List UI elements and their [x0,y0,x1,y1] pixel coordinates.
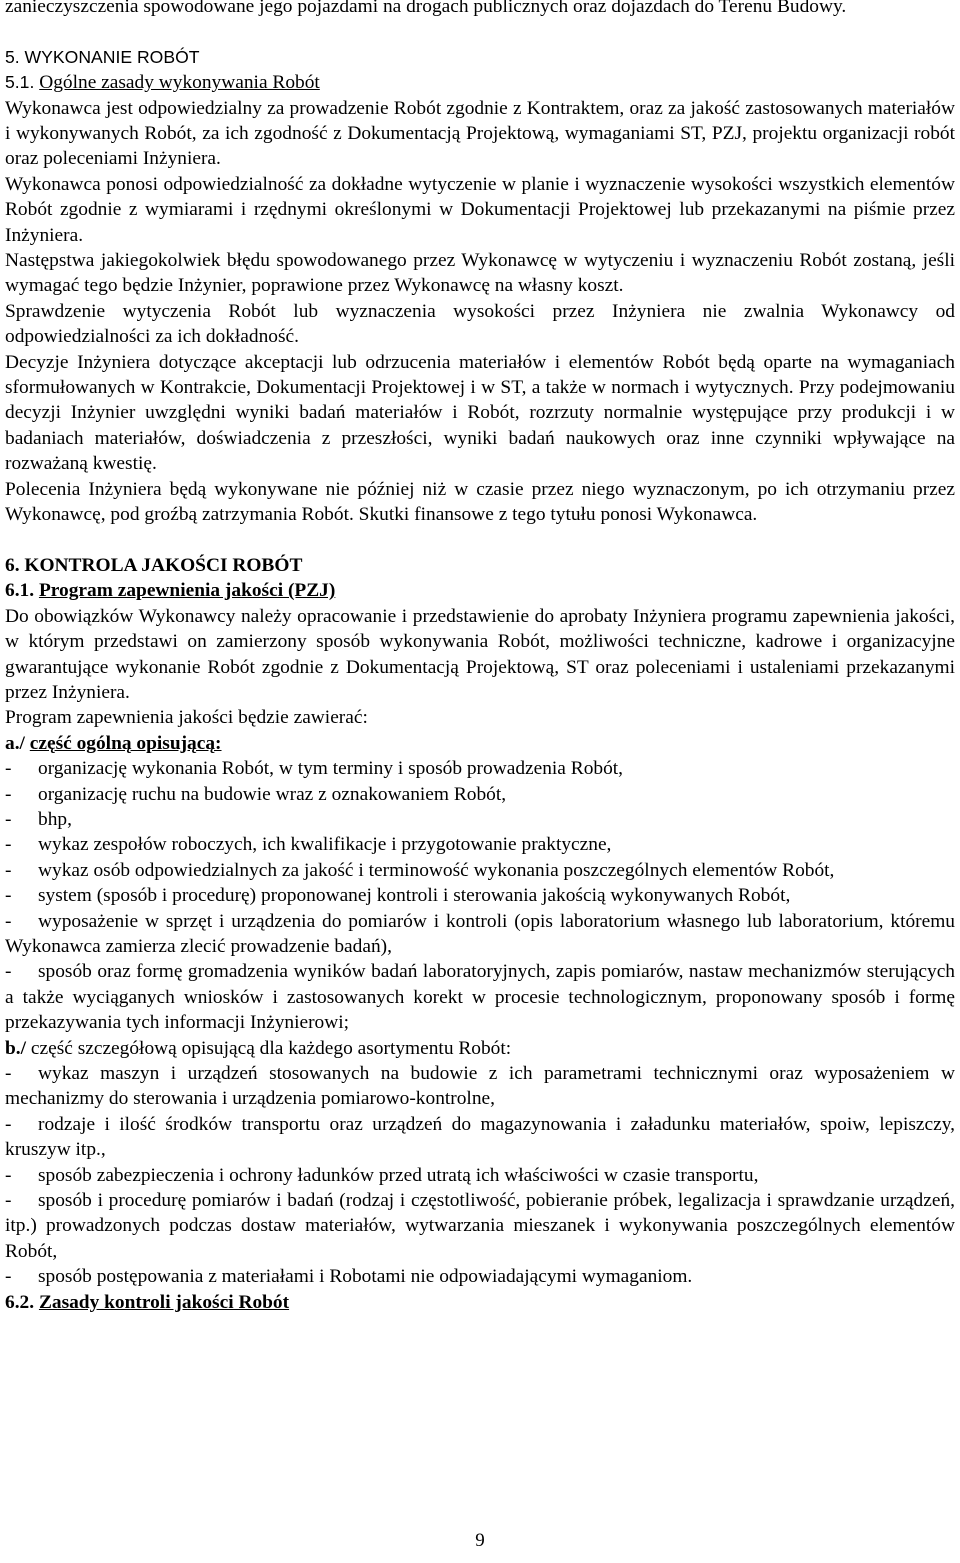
part-a-title: część ogólną opisującą: [29,732,222,754]
page-content [5,0,955,1315]
part-a-prefix: a./ [5,732,30,754]
subsection-heading [5,1290,955,1315]
page-number: 9 [475,1530,485,1551]
list-dash: - [5,1063,12,1085]
list-item-text: sposób zabezpieczenia i ochrony ładunków przed utratą ich właściwości w czasie transportu, [38,1164,759,1186]
list-dash: - [5,758,12,780]
section-heading: 5. WYKONANIE ROBÓT [5,46,200,67]
part-a-list [5,756,955,1035]
list-dash: - [5,910,12,932]
list-item-text: sposób i procedurę pomiarów i badań (rodzaj i częstotliwość, pobieranie próbek, legalizacja i sprawdzanie urządzeń, itp.) prowadzonych podczas dostaw materiałów, wytwarzania mieszanek i wykonywania poszczególnych elementów Robót, [5,1190,955,1262]
list-item-text: wykaz zespołów roboczych, ich kwalifikacje i przygotowanie praktyczne, [38,834,612,856]
paragraph: Sprawdzenie wytyczenia Robót lub wyznaczenia wysokości przez Inżyniera nie zwalnia Wykonawcy od odpowiedzialności za ich dokładność. [5,300,955,348]
part-b-title: część szczegółową opisującą dla każdego asortymentu Robót: [30,1037,512,1059]
subsection-title: Ogólne zasady wykonywania Robót [39,72,320,94]
list-item [5,756,955,781]
list-item-text: sposób postępowania z materiałami i Robotami nie odpowiadającymi wymaganiom. [38,1266,693,1288]
list-dash: - [5,808,12,830]
subsection-number: 6.1. [5,580,39,602]
list-item [5,1188,955,1264]
subsection-title: Zasady kontroli jakości Robót [38,1291,290,1313]
list-item-text: wykaz maszyn i urządzeń stosowanych na budowie z ich parametrami technicznymi oraz wyposażeniem w mechanizmy do sterowania i urządzenia pomiarowo-kontrolne, [5,1063,955,1110]
list-item-text: sposób oraz formę gromadzenia wyników badań laboratoryjnych, zapis pomiarów, nastaw mechanizmów sterujących a także wyciąganych wniosków i zastosowanych korekt w procesie technologicznym, proponowany sposób i formę przekazywania tych informacji Inżynierowi; [5,961,955,1034]
subsection-number: 6.2. [5,1291,39,1313]
list-item [5,909,955,960]
part-b-list [5,1061,955,1290]
list-item [5,807,955,832]
paragraph: Wykonawca ponosi odpowiedzialność za dokładne wytyczenie w planie i wyznaczenie wysokości wszystkich elementów Robót zgodnie z wymiarami i rzędnymi określonymi w Dokumentacji Projektowej lub przekazanymi na piśmie przez Inżyniera. [5,173,955,246]
part-a-heading [5,731,955,756]
list-item [5,1112,955,1163]
subsection-heading [5,578,955,603]
paragraph: Decyzje Inżyniera dotyczące akceptacji lub odrzucenia materiałów i elementów Robót będą oparte na wymaganiach sformułowanych w Kontrakcie, Dokumentacji Projektowej i w ST, a także w normach i wytycznych. Przy podejmowaniu decyzji Inżynier uwzględni wyniki badań materiałów i Robót, rozrzuty normalnie występujące przy produkcji i w badaniach materiałów, doświadczenia z przeszłości, wyniki badań naukowych oraz inne czynniki wpływające na rozważaną kwestię. [5,351,955,475]
subsection-number: 5.1. [5,72,40,93]
list-item-text: wykaz osób odpowiedzialnych za jakość i terminowość wykonania poszczególnych elementów Robót, [38,859,835,881]
list-dash: - [5,1164,12,1186]
list-item-text: wyposażenie w sprzęt i urządzenia do pomiarów i kontroli (opis laboratorium własnego lub laboratorium, któremu Wykonawca zamierza zlecić prowadzenie badań), [5,910,955,957]
list-dash: - [5,783,12,805]
section-heading: 6. KONTROLA JAKOŚCI ROBÓT [5,554,303,576]
list-dash: - [5,961,12,983]
list-item [5,959,955,1035]
list-item-text: system (sposób i procedurę) proponowanej kontroli i sterowania jakością wykonywanych Robót, [38,885,791,907]
list-item [5,858,955,883]
list-item [5,832,955,857]
list-item-text: organizację ruchu na budowie wraz z oznakowaniem Robót, [38,783,507,805]
list-dash: - [5,1113,12,1135]
continuation-paragraph: zanieczyszczenia spowodowane jego pojazdami na drogach publicznych oraz dojazdach do Terenu Budowy. [5,0,847,17]
list-item-text: bhp, [38,808,72,830]
list-dash: - [5,1190,12,1212]
list-item-text: rodzaje i ilość środków transportu oraz urządzeń do magazynowania i załadunku materiałów, spoiw, lepiszczy, kruszyw itp., [5,1113,955,1161]
list-item [5,1061,955,1112]
list-dash: - [5,885,12,907]
list-item-text: organizację wykonania Robót, w tym terminy i sposób prowadzenia Robót, [38,758,624,780]
paragraph: Polecenia Inżyniera będą wykonywane nie później niż w czasie przez niego wyznaczonym, po ich otrzymaniu przez Wykonawcę, pod groźbą zatrzymania Robót. Skutki finansowe z tego tytułu ponosi Wykonawca. [5,478,955,526]
list-dash: - [5,859,12,881]
subsection-heading [5,70,955,95]
part-b-heading [5,1036,955,1061]
list-item [5,782,955,807]
list-dash: - [5,834,12,856]
list-item [5,883,955,908]
list-dash: - [5,1266,12,1288]
part-b-prefix: b./ [5,1037,31,1059]
subsection-title: Program zapewnienia jakości (PZJ) [38,580,336,602]
list-item [5,1264,955,1289]
paragraph: Program zapewnienia jakości będzie zawierać: [5,707,368,729]
list-item [5,1163,955,1188]
paragraph: Wykonawca jest odpowiedzialny za prowadzenie Robót zgodnie z Kontraktem, oraz za jakość zastosowanych materiałów i wykonywanych Robót, za ich zgodność z Dokumentacją Projektową, wymaganiami ST, PZJ, projektu organizacji robót oraz poleceniami Inżyniera. [5,97,955,170]
paragraph: Następstwa jakiegokolwiek błędu spowodowanego przez Wykonawcę w wytyczeniu i wyznaczeniu Robót zostaną, jeśli wymagać tego będzie Inżynier, poprawione przez Wykonawcę na własny koszt. [5,250,955,297]
paragraph: Do obowiązków Wykonawcy należy opracowanie i przedstawienie do aprobaty Inżyniera programu zapewnienia jakości, w którym przedstawi on zamierzony sposób wykonywania Robót, możliwości techniczne, kadrowe i organizacyjne gwarantujące wykonanie Robót zgodnie z Dokumentacją Projektową, ST oraz poleceniami i ustaleniami przekazanymi przez Inżyniera. [5,605,955,703]
